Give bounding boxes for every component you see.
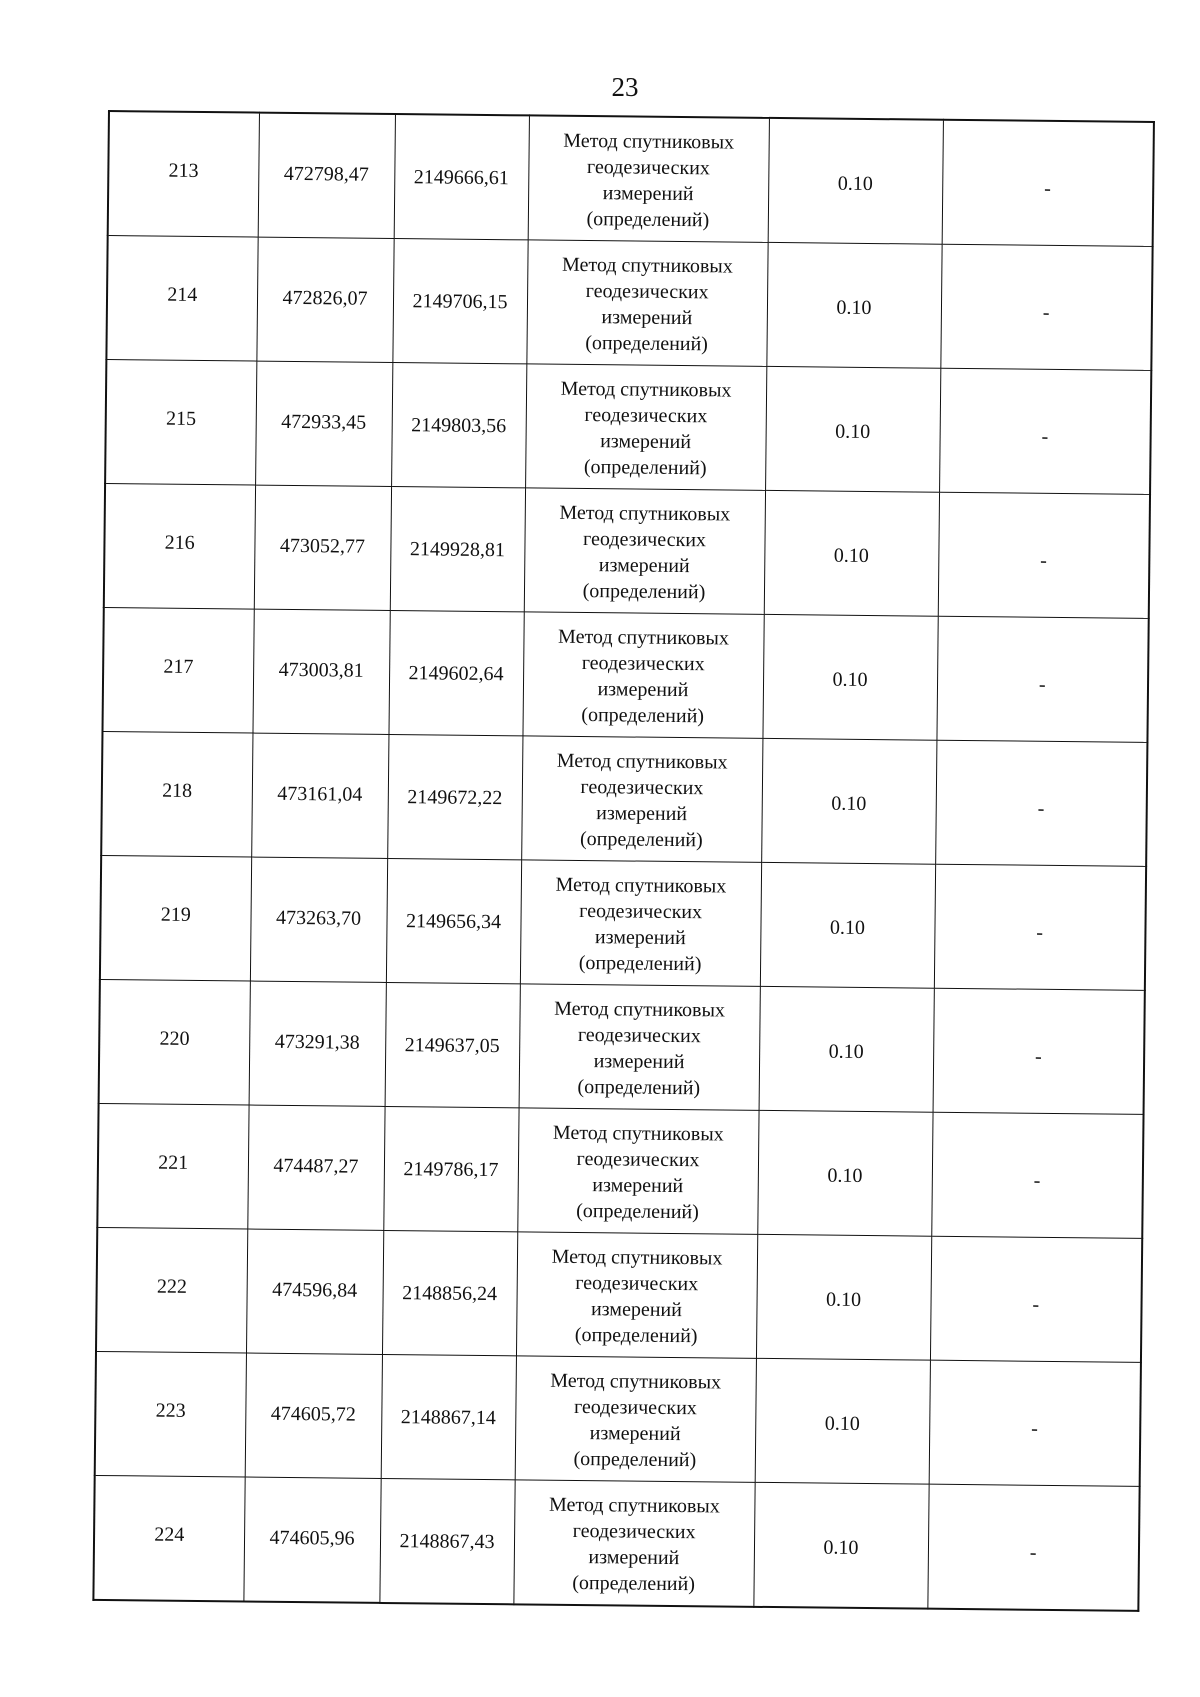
method-line: геодезических	[579, 899, 703, 923]
method-line: измерений	[594, 925, 686, 949]
method-cell	[526, 240, 767, 367]
method-line: измерений	[592, 1173, 684, 1197]
method-line: (определений)	[578, 951, 702, 975]
method-line: (определений)	[573, 1447, 697, 1471]
method-line: измерений	[596, 801, 688, 825]
y-coordinate-cell: 2149803,56	[391, 362, 526, 487]
note-cell: -	[929, 1360, 1141, 1486]
method-line: Метод спутниковых	[556, 749, 728, 774]
point-number-cell: 224	[93, 1475, 244, 1601]
accuracy-cell: 0.10	[759, 986, 934, 1112]
coordinates-table-wrapper	[92, 110, 1153, 1612]
point-number-cell: 219	[100, 855, 251, 981]
y-coordinate-cell: 2149928,81	[390, 486, 525, 611]
note-cell: -	[934, 864, 1146, 990]
y-coordinate-cell: 2148867,43	[379, 1478, 514, 1604]
table-row	[108, 111, 1154, 246]
note-cell: -	[927, 1484, 1139, 1611]
table-row	[97, 1103, 1143, 1238]
method-line: измерений	[602, 181, 694, 205]
point-number-cell: 222	[96, 1227, 247, 1353]
note-cell: -	[938, 492, 1150, 618]
method-line: Метод спутниковых	[560, 377, 732, 402]
note-cell: -	[935, 740, 1147, 866]
point-number-cell: 221	[97, 1103, 248, 1229]
method-line: (определений)	[585, 331, 709, 355]
method-line: (определений)	[577, 1075, 701, 1099]
table-row	[96, 1227, 1142, 1362]
method-line: геодезических	[586, 155, 710, 179]
table-row	[106, 236, 1152, 371]
point-number-cell: 214	[106, 236, 257, 362]
y-coordinate-cell: 2149602,64	[388, 610, 523, 735]
note-cell: -	[931, 1112, 1143, 1238]
method-line: геодезических	[576, 1147, 700, 1171]
method-line: Метод спутниковых	[548, 1493, 720, 1517]
method-cell	[520, 860, 761, 987]
method-cell	[524, 488, 765, 615]
y-coordinate-cell: 2149666,61	[394, 114, 529, 240]
method-cell	[515, 1356, 756, 1483]
method-line: Метод спутниковых	[561, 253, 733, 278]
method-line: измерений	[598, 553, 690, 577]
method-cell	[521, 736, 762, 863]
method-line: измерений	[589, 1421, 681, 1445]
method-line: геодезических	[575, 1271, 699, 1295]
accuracy-cell: 0.10	[768, 118, 943, 244]
point-number-cell: 220	[99, 979, 250, 1105]
method-line: (определений)	[583, 455, 707, 479]
method-line: (определений)	[579, 827, 703, 851]
method-line: геодезических	[582, 527, 707, 551]
point-number-cell: 216	[104, 483, 255, 609]
x-coordinate-cell: 473052,77	[254, 485, 391, 610]
method-line: геодезических	[577, 1023, 701, 1047]
method-line: (определений)	[576, 1199, 699, 1223]
method-line: измерений	[600, 429, 692, 453]
method-line: геодезических	[584, 403, 708, 427]
point-number-cell: 223	[95, 1351, 246, 1477]
method-line: (определений)	[582, 579, 706, 603]
accuracy-cell: 0.10	[764, 490, 939, 616]
page-number: 23	[611, 72, 639, 102]
method-line: геодезических	[585, 279, 709, 303]
x-coordinate-cell: 473003,81	[252, 609, 389, 734]
table-row	[100, 855, 1146, 990]
note-cell: -	[940, 244, 1152, 370]
method-line: Метод спутниковых	[554, 997, 726, 1022]
method-cell	[517, 1108, 758, 1235]
table-row	[93, 1475, 1139, 1610]
method-line: геодезических	[580, 775, 704, 799]
point-number-cell: 218	[101, 731, 252, 857]
method-line: Метод спутниковых	[558, 625, 730, 650]
method-line: Метод спутниковых	[555, 873, 727, 898]
table-row	[99, 979, 1145, 1114]
accuracy-cell: 0.10	[765, 366, 940, 492]
accuracy-cell: 0.10	[762, 614, 937, 740]
x-coordinate-cell: 472826,07	[256, 237, 393, 362]
table-row	[95, 1351, 1141, 1486]
method-cell	[528, 115, 769, 242]
y-coordinate-cell: 2149672,22	[387, 734, 522, 859]
table-row	[105, 359, 1151, 494]
x-coordinate-cell: 474605,96	[243, 1477, 380, 1603]
note-cell: -	[939, 368, 1151, 494]
table-row	[101, 731, 1147, 866]
method-line: Метод спутниковых	[559, 501, 731, 526]
method-line: геодезических	[581, 651, 705, 675]
accuracy-cell: 0.10	[760, 862, 935, 988]
y-coordinate-cell: 2149706,15	[392, 238, 527, 363]
method-line: (определений)	[586, 207, 710, 231]
x-coordinate-cell: 474487,27	[247, 1105, 384, 1230]
accuracy-cell: 0.10	[761, 738, 936, 864]
method-cell	[522, 612, 763, 739]
method-cell	[519, 984, 760, 1111]
note-cell: -	[933, 988, 1145, 1114]
method-line: измерений	[590, 1297, 683, 1321]
table-body	[93, 111, 1154, 1611]
accuracy-cell: 0.10	[766, 242, 941, 368]
point-number-cell: 217	[102, 607, 253, 733]
x-coordinate-cell: 473263,70	[250, 857, 387, 982]
accuracy-cell: 0.10	[755, 1358, 930, 1484]
accuracy-cell: 0.10	[756, 1234, 931, 1360]
method-line: (определений)	[581, 703, 705, 727]
method-line: измерений	[588, 1545, 680, 1569]
point-number-cell: 215	[105, 359, 256, 485]
x-coordinate-cell: 474605,72	[245, 1353, 382, 1478]
point-number-cell: 213	[108, 111, 259, 237]
note-cell: -	[942, 120, 1154, 247]
method-line: измерений	[593, 1049, 685, 1073]
y-coordinate-cell: 2148856,24	[382, 1230, 517, 1355]
method-line: измерений	[597, 677, 689, 701]
method-line: (определений)	[572, 1571, 696, 1595]
y-coordinate-cell: 2148867,14	[381, 1354, 516, 1479]
method-line: Метод спутниковых	[551, 1245, 723, 1269]
note-cell: -	[936, 616, 1148, 742]
method-line: (определений)	[574, 1323, 698, 1347]
method-line: геодезических	[573, 1395, 697, 1419]
method-line: геодезических	[572, 1519, 696, 1543]
accuracy-cell: 0.10	[757, 1110, 932, 1236]
x-coordinate-cell: 473161,04	[251, 733, 388, 858]
table-row	[102, 607, 1148, 742]
x-coordinate-cell: 472798,47	[258, 113, 395, 239]
method-line: измерений	[601, 305, 693, 329]
method-cell	[513, 1480, 754, 1607]
accuracy-cell: 0.10	[753, 1482, 928, 1608]
y-coordinate-cell: 2149786,17	[383, 1106, 518, 1231]
table-row	[104, 483, 1150, 618]
method-cell	[516, 1232, 757, 1359]
y-coordinate-cell: 2149637,05	[385, 982, 520, 1107]
method-line: Метод спутниковых	[552, 1121, 724, 1146]
x-coordinate-cell: 473291,38	[249, 981, 386, 1106]
method-line: Метод спутниковых	[563, 129, 735, 154]
y-coordinate-cell: 2149656,34	[386, 858, 521, 983]
method-line: Метод спутниковых	[550, 1369, 722, 1393]
method-cell	[525, 364, 766, 491]
x-coordinate-cell: 474596,84	[246, 1229, 383, 1354]
x-coordinate-cell: 472933,45	[255, 361, 392, 486]
note-cell: -	[930, 1236, 1142, 1362]
coordinates-table	[92, 110, 1155, 1612]
